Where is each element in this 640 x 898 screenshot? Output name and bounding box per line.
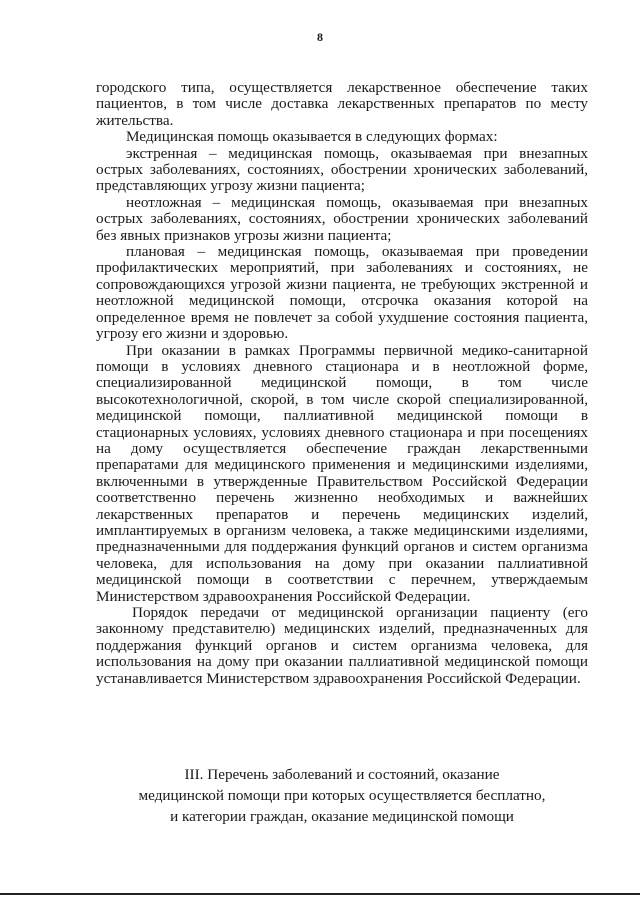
page-number: 8 [317,30,323,44]
section-heading-line: медицинской помощи при которых осуществляется бесплатно, [138,787,546,804]
paragraph-continuation: городского типа, осуществляется лекарственное обеспечение таких пациентов, в том числе доставка лекарственных препаратов по месту жительства. [96,79,588,129]
paragraph-forms-intro: Медицинская помощь оказывается в следующих формах: [126,128,498,146]
section-heading [96,764,588,827]
section-heading-line: и категории граждан, оказание медицинской помощи [170,808,514,825]
paragraph-drug-provision: При оказании в рамках Программы первичной медико-санитарной помощи в условиях дневного стационара и в неотложной форме, специализированной медицинской помощи, в том числе высокотехнологичной, скорой, в том числе скорой специализированной, медицинской помощи, паллиативной медицинской помощи в стационарных условиях, условиях дневного стационара и при посещениях на дому осуществляется обеспечение граждан лекарственными препаратами для медицинского применения и медицинскими изделиями, включенными в утвержденные Правительством Российской Федерации соответственно перечень жизненно необходимых и важнейших лекарственных препаратов и перечень медицинских изделий, имплантируемых в организм человека, а также медицинскими изделиями, предназначенными для поддержания функций органов и систем организма человека, для использования на дому при оказании паллиативной медицинской помощи в соответствии с перечнем, утверждаемым Министерством здравоохранения Российской Федерации. [96,341,588,605]
document-body [96,80,588,687]
paragraph-device-transfer: Порядок передачи от медицинской организации пациенту (его законному представителю) медицинских изделий, предназначенных для поддержания функций органов и систем организма человека, для использования на дому при оказании паллиативной медицинской помощи устанавливается Министерством здравоохранения Российской Федерации. [96,604,588,687]
paragraph-planned-form: плановая – медицинская помощь, оказываемая при проведении профилактических мероприятий, при заболеваниях и состояниях, не сопровождающихся угрозой жизни пациента, не требующих экстренной и неотложной медицинской помощи, отсрочка оказания которой на определенное время не повлечет за собой ухудшение состояния пациента, угрозу его жизни и здоровью. [96,243,588,343]
page-bottom-rule [0,893,640,895]
paragraph-urgent-form: неотложная – медицинская помощь, оказываемая при внезапных острых заболеваниях, состояниях, обострении хронических заболеваний без явных признаков угрозы жизни пациента; [96,193,588,244]
paragraph-emergency-form: экстренная – медицинская помощь, оказываемая при внезапных острых заболеваниях, состояниях, обострении хронических заболеваний, представляющих угрозу жизни пациента; [96,144,588,195]
section-heading-line: III. Перечень заболеваний и состояний, оказание [184,766,500,783]
